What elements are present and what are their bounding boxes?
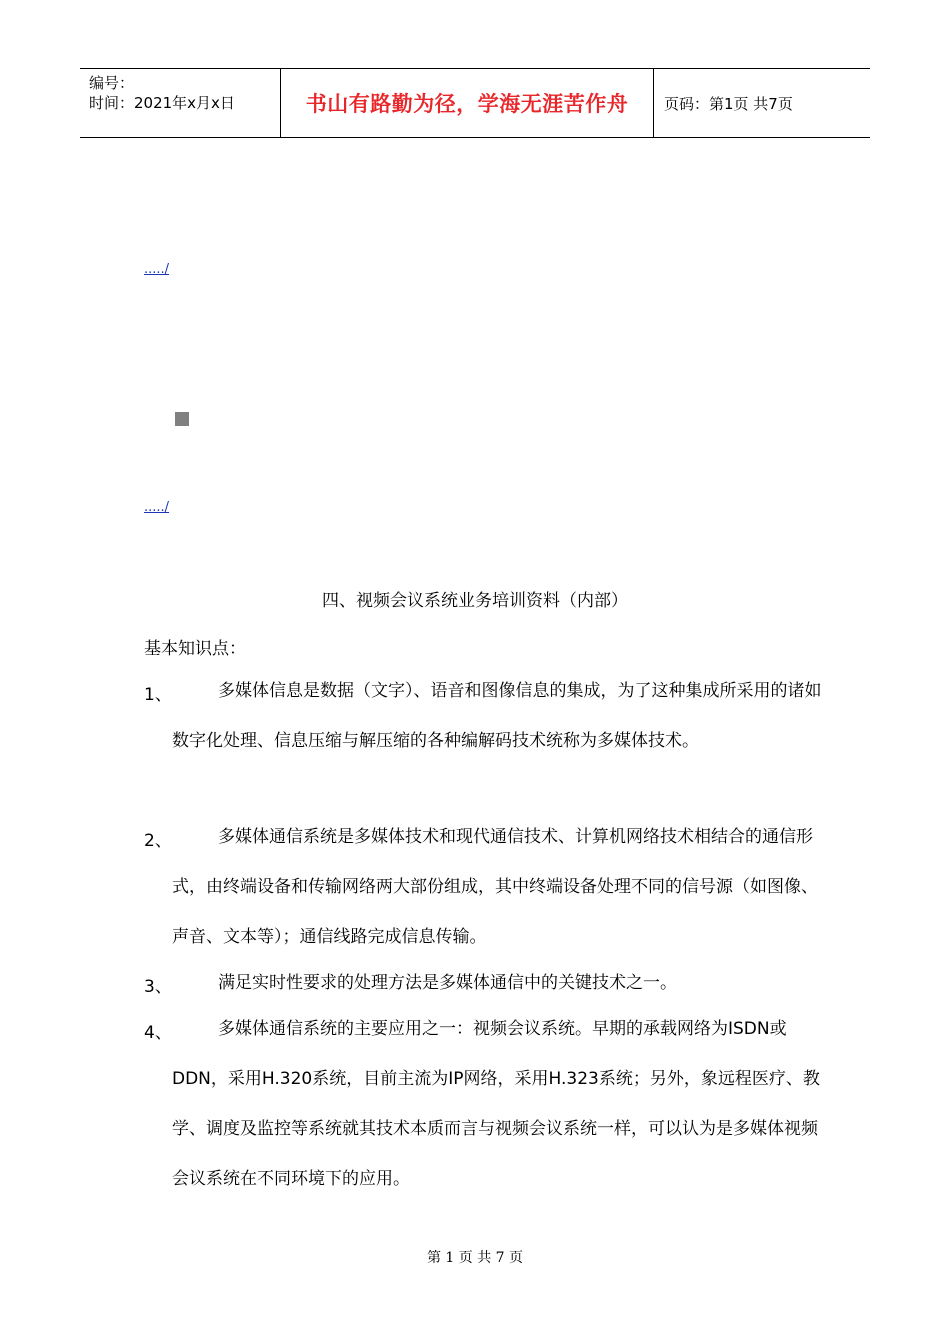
item-text-2: 多媒体通信系统是多媒体技术和现代通信技术、计算机网络技术相结合的通信形式，由终端设备和传输网络两大部份组成，其中终端设备处理不同的信号源（如图像、声音、文本等）；通信线路完成信息传输。 xyxy=(172,827,818,947)
link-1[interactable]: ...../ xyxy=(144,262,170,277)
document-subheading: 基本知识点： xyxy=(144,639,246,659)
document-title: 四、视频会议系统业务培训资料（内部） xyxy=(322,591,628,611)
item-text-3: 满足实时性要求的处理方法是多媒体通信中的关键技术之一。 xyxy=(218,973,677,993)
header-page-label: 页码：第1页 共7页 xyxy=(664,94,793,113)
item-number-1: 1、 xyxy=(144,685,172,705)
item-number-3: 3、 xyxy=(144,977,172,997)
item-number-2: 2、 xyxy=(144,831,172,851)
placeholder-square-icon xyxy=(175,412,189,426)
page-footer: 第 1 页 共 7 页 xyxy=(426,1250,524,1266)
link-2[interactable]: ...../ xyxy=(144,500,170,515)
serial-label: 编号： xyxy=(89,74,135,92)
header-motto: 书山有路勤为径，学海无涯苦作舟 xyxy=(280,69,654,137)
date-label: 时间：2021年x月x日 xyxy=(89,94,235,112)
item-text-1: 多媒体信息是数据（文字）、语音和图像信息的集成，为了这种集成所采用的诸如数字化处理、信息压缩与解压缩的各种编解码技术统称为多媒体技术。 xyxy=(172,681,822,751)
header-meta xyxy=(80,69,280,137)
page-header xyxy=(80,68,870,138)
item-text-4: 多媒体通信系统的主要应用之一：视频会议系统。早期的承载网络为ISDN或DDN，采用H.320系统，目前主流为IP网络，采用H.323系统；另外，象远程医疗、教学、调度及监控等系统就其技术本质而言与视频会议系统一样，可以认为是多媒体视频会议系统在不同环境下的应用。 xyxy=(172,1019,820,1189)
item-number-4: 4、 xyxy=(144,1023,172,1043)
